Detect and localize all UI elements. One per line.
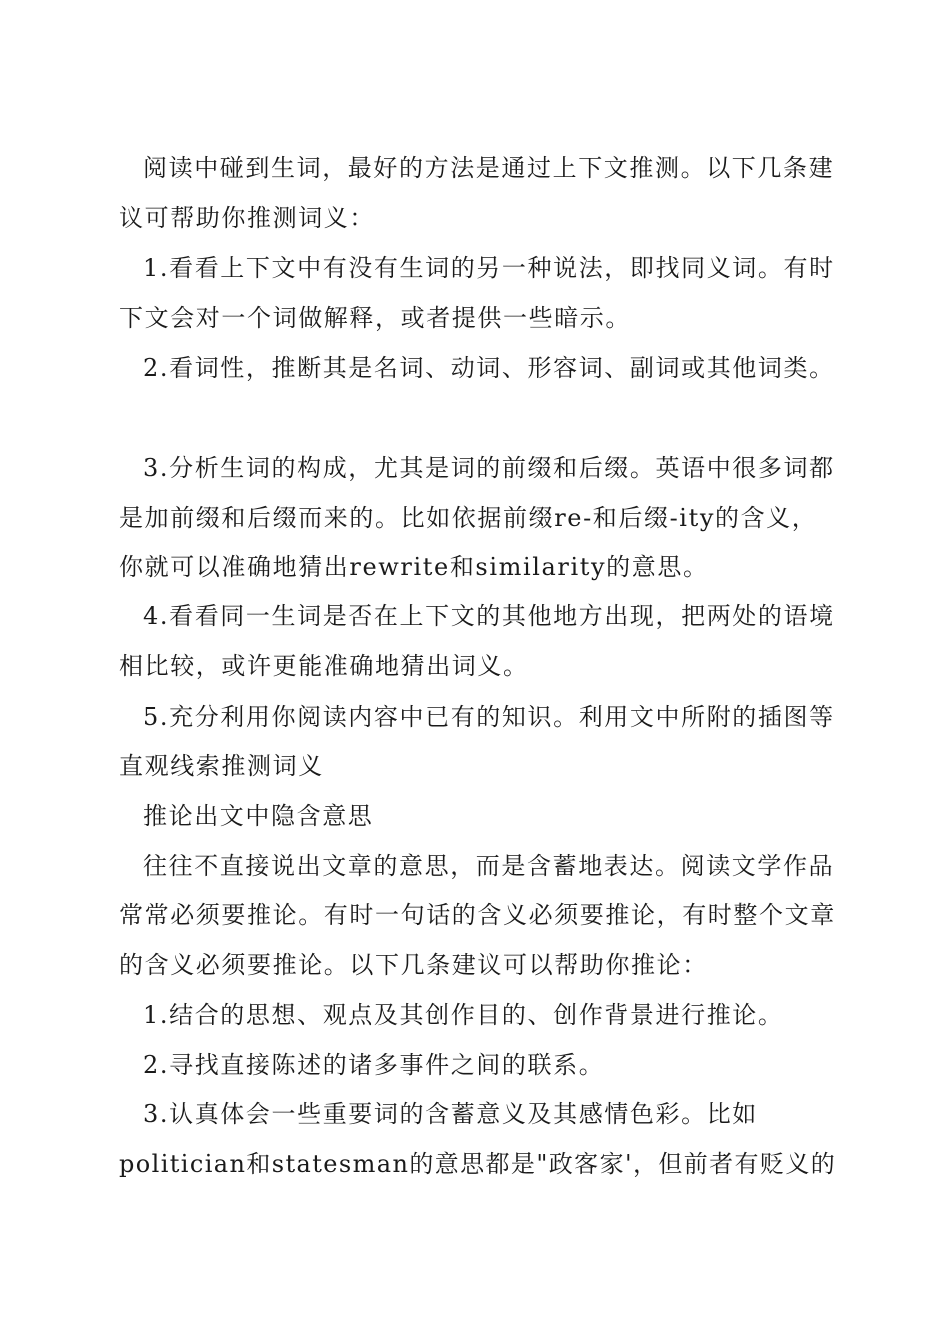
paragraph-line: 议可帮助你推测词义： (119, 204, 375, 232)
list-item-line: 3.分析生词的构成，尤其是词的前缀和后缀。英语中很多词都 (143, 454, 835, 482)
list-item-line: 1.结合的思想、观点及其创作目的、创作背景进行推论。 (143, 1001, 784, 1029)
list-item-line: 相比较，或许更能准确地猜出词义。 (119, 652, 529, 680)
paragraph-line: 常常必须要推论。有时一句话的含义必须要推论，有时整个文章 (119, 901, 836, 929)
list-item-line: 2.看词性，推断其是名词、动词、形容词、副词或其他词类。 (143, 354, 835, 382)
list-item-line: 下文会对一个词做解释，或者提供一些暗示。 (119, 304, 631, 332)
list-item-line: 1.看看上下文中有没有生词的另一种说法，即找同义词。有时 (143, 254, 835, 282)
section-heading: 推论出文中隐含意思 (143, 802, 374, 830)
list-item-line: 直观线索推测词义 (119, 752, 324, 780)
list-item-line: politician和statesman的意思都是"政客家'，但前者有贬义的 (119, 1150, 837, 1178)
paragraph-line: 阅读中碰到生词，最好的方法是通过上下文推测。以下几条建 (143, 154, 835, 182)
paragraph-line: 的含义必须要推论。以下几条建议可以帮助你推论： (119, 951, 708, 979)
list-item-line: 3.认真体会一些重要词的含蓄意义及其感情色彩。比如 (143, 1100, 758, 1128)
list-item-line: 你就可以准确地猜出rewrite和similarity的意思。 (119, 553, 709, 581)
list-item-line: 5.充分利用你阅读内容中已有的知识。利用文中所附的插图等 (143, 703, 835, 731)
list-item-line: 4.看看同一生词是否在上下文的其他地方出现，把两处的语境 (143, 602, 835, 630)
list-item-line: 是加前缀和后缀而来的。比如依据前缀re-和后缀-ity的含义， (119, 504, 818, 532)
list-item-line: 2.寻找直接陈述的诸多事件之间的联系。 (143, 1051, 605, 1079)
paragraph-line: 往往不直接说出文章的意思，而是含蓄地表达。阅读文学作品 (143, 852, 835, 880)
